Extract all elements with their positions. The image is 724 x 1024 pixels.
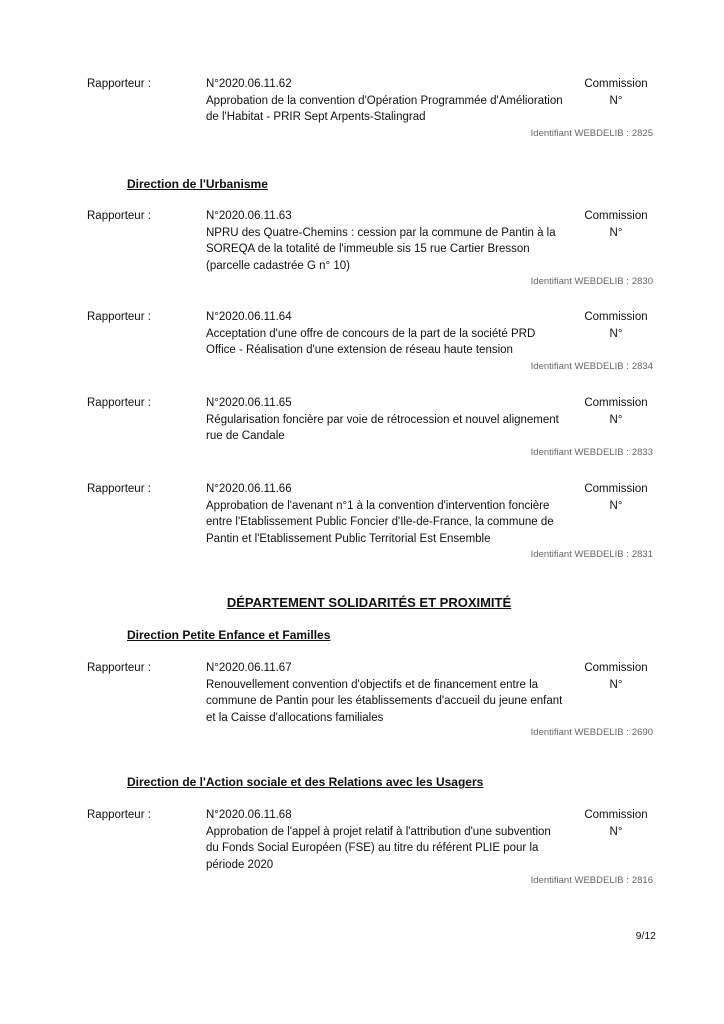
deliberation-line: période 2020 (206, 858, 274, 871)
deliberation-text (206, 208, 566, 274)
deliberation-line: de l'Habitat - PRIR Sept Arpents-Stalingrad (206, 111, 426, 123)
webdelib-identifier (528, 447, 653, 458)
deliberation-line: (parcelle cadastrée G n° 10) (206, 259, 350, 272)
webdelib-label: Identifiant WEBDELIB : (530, 447, 629, 458)
deliberation-line: Acceptation d'une offre de concours de la part de la société PRD (206, 327, 536, 340)
webdelib-value: 2834 (631, 361, 653, 372)
deliberation-line: et la Caisse d'allocations familiales (206, 711, 384, 724)
deliberation-text (206, 76, 566, 126)
webdelib-label: Identifiant WEBDELIB : (530, 727, 629, 738)
commission-number: N° (609, 226, 623, 239)
webdelib-identifier (528, 549, 653, 560)
deliberation-text (206, 395, 566, 445)
deliberation-line: Approbation de l'avenant n°1 à la convention d'intervention foncière (206, 499, 550, 512)
commission-number: N° (609, 825, 623, 838)
rapporteur-label: Rapporteur : (87, 662, 151, 674)
webdelib-identifier (528, 276, 653, 287)
direction-heading: Direction de l'Action sociale et des Relations avec les Usagers (127, 775, 484, 789)
deliberation-number: N°2020.06.11.64 (206, 311, 292, 323)
deliberation-line: du Fonds Social Européen (FSE) au titre du référent PLIE pour la (206, 842, 539, 854)
deliberation-line: Approbation de l'appel à projet relatif à l'attribution d'une subvention (206, 825, 551, 838)
deliberation-text (206, 309, 566, 359)
deliberation-number: N°2020.06.11.67 (206, 662, 292, 674)
rapporteur-label: Rapporteur : (87, 397, 151, 409)
deliberation-line: Régularisation foncière par voie de rétrocession et nouvel alignement (206, 413, 559, 426)
webdelib-label: Identifiant WEBDELIB : (530, 361, 629, 372)
webdelib-label: Identifiant WEBDELIB : (530, 875, 629, 886)
webdelib-value: 2690 (631, 727, 653, 738)
commission-label: Commission (584, 483, 648, 495)
commission-label: Commission (584, 210, 648, 222)
rapporteur-label: Rapporteur : (87, 78, 151, 90)
webdelib-value: 2830 (631, 276, 653, 287)
webdelib-label: Identifiant WEBDELIB : (530, 276, 629, 287)
rapporteur-label: Rapporteur : (87, 210, 151, 222)
webdelib-value: 2831 (631, 549, 653, 560)
deliberation-line: NPRU des Quatre-Chemins : cession par la commune de Pantin à la (206, 226, 556, 239)
webdelib-identifier (528, 875, 653, 886)
webdelib-value: 2825 (631, 128, 653, 139)
page-number: 9/12 (635, 930, 656, 942)
commission-number: N° (609, 413, 623, 426)
rapporteur-label: Rapporteur : (87, 483, 151, 495)
commission-label: Commission (584, 311, 648, 323)
deliberation-number: N°2020.06.11.65 (206, 397, 292, 409)
webdelib-identifier (528, 727, 653, 738)
commission (578, 309, 654, 342)
webdelib-identifier (528, 361, 653, 372)
commission (578, 208, 654, 241)
deliberation-text (206, 807, 566, 873)
deliberation-line: Office - Réalisation d'une extension de réseau haute tension (206, 344, 513, 356)
deliberation-line: Renouvellement convention d'objectifs et de financement entre la (206, 678, 539, 691)
rapporteur-label: Rapporteur : (87, 311, 151, 323)
deliberation-number: N°2020.06.11.62 (206, 78, 292, 90)
webdelib-value: 2833 (631, 447, 653, 458)
department-heading: DÉPARTEMENT SOLIDARITÉS ET PROXIMITÉ (226, 595, 512, 610)
commission-number: N° (609, 94, 623, 107)
commission-label: Commission (584, 809, 648, 821)
deliberation-text (206, 481, 566, 547)
rapporteur-label: Rapporteur : (87, 809, 151, 821)
commission-number: N° (609, 678, 623, 691)
direction-heading: Direction de l'Urbanisme (127, 177, 268, 191)
commission (578, 660, 654, 693)
commission-label: Commission (584, 78, 648, 90)
deliberation-line: SOREQA de la totalité de l'immeuble sis 15 rue Cartier Bresson (206, 243, 530, 255)
deliberation-line: commune de Pantin pour les établissements d'accueil du jeune enfant (206, 695, 563, 707)
commission (578, 481, 654, 514)
webdelib-value: 2816 (631, 875, 653, 886)
webdelib-label: Identifiant WEBDELIB : (530, 128, 629, 139)
webdelib-label: Identifiant WEBDELIB : (530, 549, 629, 560)
commission-number: N° (609, 499, 623, 512)
webdelib-identifier (528, 128, 653, 139)
deliberation-number: N°2020.06.11.66 (206, 483, 292, 495)
deliberation-line: rue de Candale (206, 430, 285, 442)
deliberation-line: Approbation de la convention d'Opération Programmée d'Amélioration (206, 94, 563, 107)
deliberation-number: N°2020.06.11.68 (206, 809, 292, 821)
commission (578, 807, 654, 840)
commission (578, 395, 654, 428)
commission-number: N° (609, 327, 623, 340)
commission (578, 76, 654, 109)
direction-heading: Direction Petite Enfance et Familles (127, 628, 331, 642)
deliberation-text (206, 660, 566, 726)
deliberation-number: N°2020.06.11.63 (206, 210, 292, 222)
commission-label: Commission (584, 397, 648, 409)
deliberation-line: entre l'Etablissement Public Foncier d'Ile-de-France, la commune de (206, 516, 554, 528)
deliberation-line: Pantin et l'Etablissement Public Territorial Est Ensemble (206, 532, 491, 545)
commission-label: Commission (584, 662, 648, 674)
